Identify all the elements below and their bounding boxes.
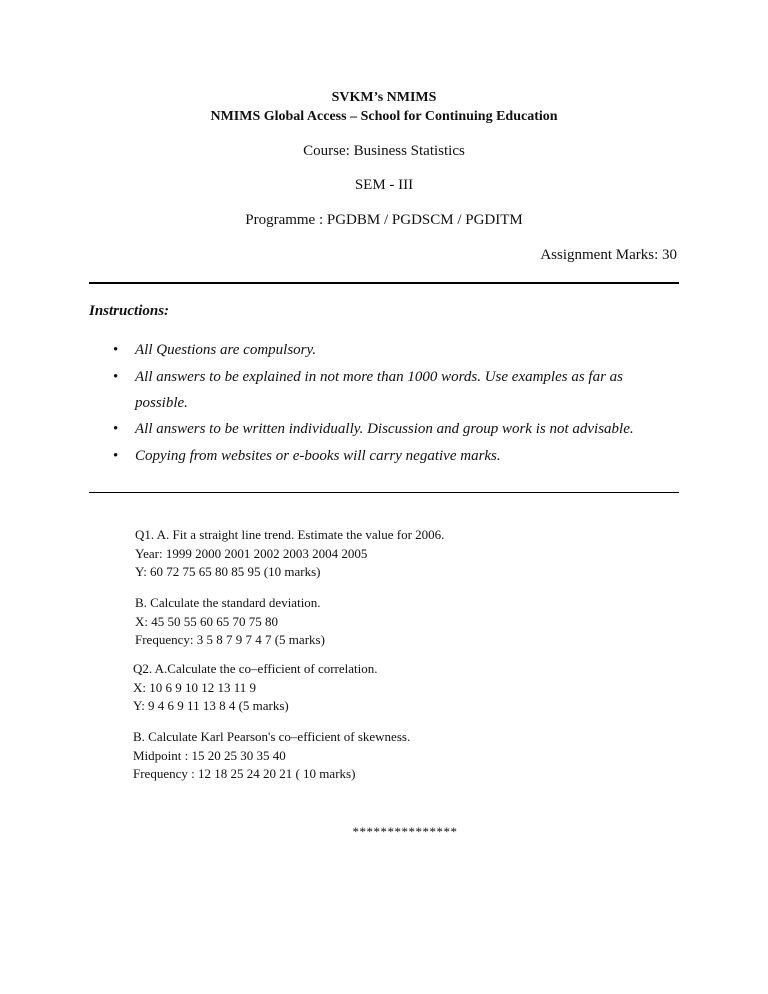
- instruction-item-continued: possible.: [135, 395, 188, 411]
- assignment-marks: Assignment Marks: 30: [540, 247, 677, 263]
- institution-name: SVKM’s NMIMS: [331, 90, 437, 105]
- question-line: Frequency : 12 18 25 24 20 21 ( 10 marks): [133, 766, 356, 781]
- question-2a: [133, 660, 378, 716]
- question-line: B. Calculate the standard deviation.: [135, 595, 321, 610]
- course-title: Course: Business Statistics: [303, 143, 465, 159]
- instruction-item: All Questions are compulsory.: [135, 342, 317, 358]
- bullet-icon: •: [113, 369, 119, 385]
- end-separator: ***************: [352, 824, 458, 839]
- question-line: Q2. A.Calculate the co–efficient of correlation.: [133, 661, 378, 676]
- bullet-icon: •: [113, 421, 119, 437]
- semester-label: SEM - III: [354, 177, 414, 193]
- instructions-title: Instructions:: [89, 303, 170, 319]
- top-divider: [89, 282, 679, 284]
- school-name: NMIMS Global Access – School for Continuing Education: [210, 109, 558, 124]
- question-line: Year: 1999 2000 2001 2002 2003 2004 2005: [135, 545, 368, 561]
- instruction-item: Copying from websites or e-books will carry negative marks.: [135, 448, 501, 464]
- question-line: X: 10 6 9 10 12 13 11 9: [133, 679, 257, 695]
- question-line: X: 45 50 55 60 65 70 75 80: [135, 613, 278, 629]
- question-line: Y: 9 4 6 9 11 13 8 4 (5 marks): [133, 698, 289, 713]
- question-line: Frequency: 3 5 8 7 9 7 4 7 (5 marks): [135, 632, 325, 647]
- bottom-divider: [89, 492, 679, 493]
- question-1a: [135, 526, 444, 582]
- question-line: Y: 60 72 75 65 80 85 95 (10 marks): [135, 564, 321, 579]
- bullet-icon: •: [113, 448, 119, 464]
- programme-label: Programme : PGDBM / PGDSCM / PGDITM: [245, 212, 523, 228]
- question-line: Midpoint : 15 20 25 30 35 40: [133, 747, 286, 763]
- question-line: Q1. A. Fit a straight line trend. Estimate the value for 2006.: [135, 527, 445, 542]
- question-1b: [135, 594, 325, 650]
- instruction-item: All answers to be written individually. Discussion and group work is not advisable.: [135, 421, 634, 437]
- bullet-icon: •: [113, 342, 119, 358]
- question-2b: [133, 728, 410, 784]
- question-line: B. Calculate Karl Pearson's co–efficient of skewness.: [133, 729, 411, 744]
- instruction-item: All answers to be explained in not more than 1000 words. Use examples as far as: [135, 369, 624, 385]
